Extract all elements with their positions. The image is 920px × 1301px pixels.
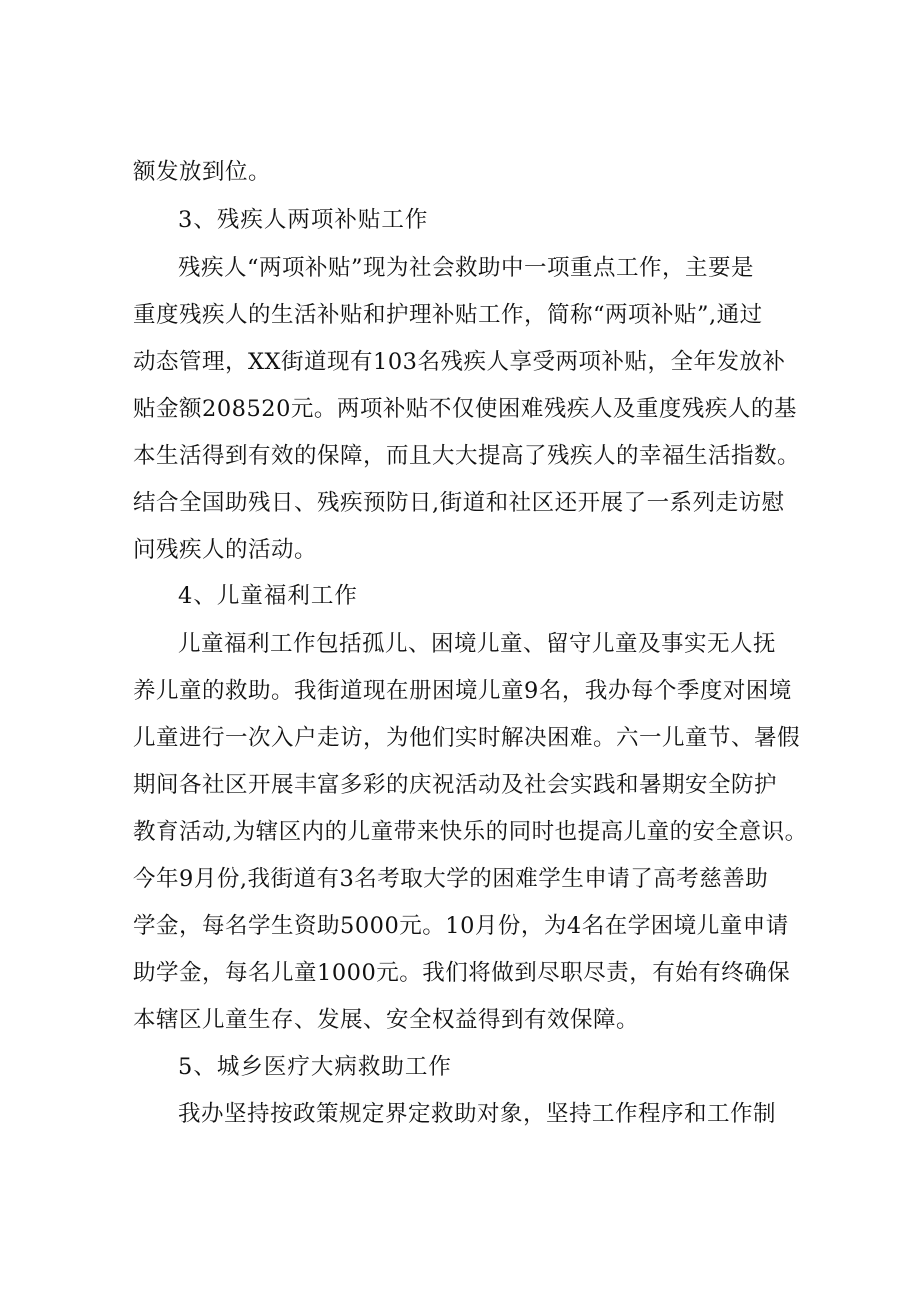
section-heading-5: 5、城乡医疗大病救助工作 (178, 1054, 452, 1080)
paragraph-line: 贴金额208520元。两项补贴不仅使困难残疾人及重度残疾人的基 (133, 396, 797, 422)
paragraph-line: 我办坚持按政策规定界定救助对象，坚持工作程序和工作制 (178, 1101, 777, 1127)
paragraph-line: 残疾人“两项补贴”现为社会救助中一项重点工作，主要是 (178, 255, 755, 281)
paragraph-line: 儿童进行一次入户走访，为他们实时解决困难。六一儿童节、暑假 (133, 725, 801, 751)
paragraph-line: 教育活动,为辖区内的儿童带来快乐的同时也提高儿童的安全意识。 (133, 819, 808, 845)
paragraph-line: 助学金，每名儿童1000元。我们将做到尽职尽责，有始有终确保 (133, 960, 791, 986)
section-heading-3: 3、残疾人两项补贴工作 (178, 207, 429, 233)
paragraph-line: 重度残疾人的生活补贴和护理补贴工作，简称“两项补贴”,通过 (133, 302, 763, 328)
paragraph-continuation-line: 额发放到位。 (133, 159, 272, 185)
paragraph-line: 儿童福利工作包括孤儿、困境儿童、留守儿童及事实无人抚 (178, 631, 777, 657)
paragraph-line: 学金，每名学生资助5000元。10月份，为4名在学困境儿童申请 (133, 913, 789, 939)
paragraph-line: 问残疾人的活动。 (133, 537, 318, 563)
paragraph-line: 今年9月份,我街道有3名考取大学的困难学生申请了高考慈善助 (133, 866, 769, 892)
paragraph-line: 本生活得到有效的保障，而且大大提高了残疾人的幸福生活指数。 (133, 443, 801, 469)
paragraph-line: 动态管理，XX街道现有103名残疾人享受两项补贴，全年发放补 (133, 349, 786, 375)
section-heading-4: 4、儿童福利工作 (178, 583, 358, 609)
paragraph-line: 期间各社区开展丰富多彩的庆祝活动及社会实践和暑期安全防护 (133, 772, 778, 798)
paragraph-line: 结合全国助残日、残疾预防日,街道和社区还开展了一系列走访慰 (133, 490, 785, 516)
paragraph-line: 养儿童的救助。我街道现在册困境儿童9名，我办每个季度对困境 (133, 678, 792, 704)
paragraph-line: 本辖区儿童生存、发展、安全权益得到有效保障。 (133, 1007, 640, 1033)
